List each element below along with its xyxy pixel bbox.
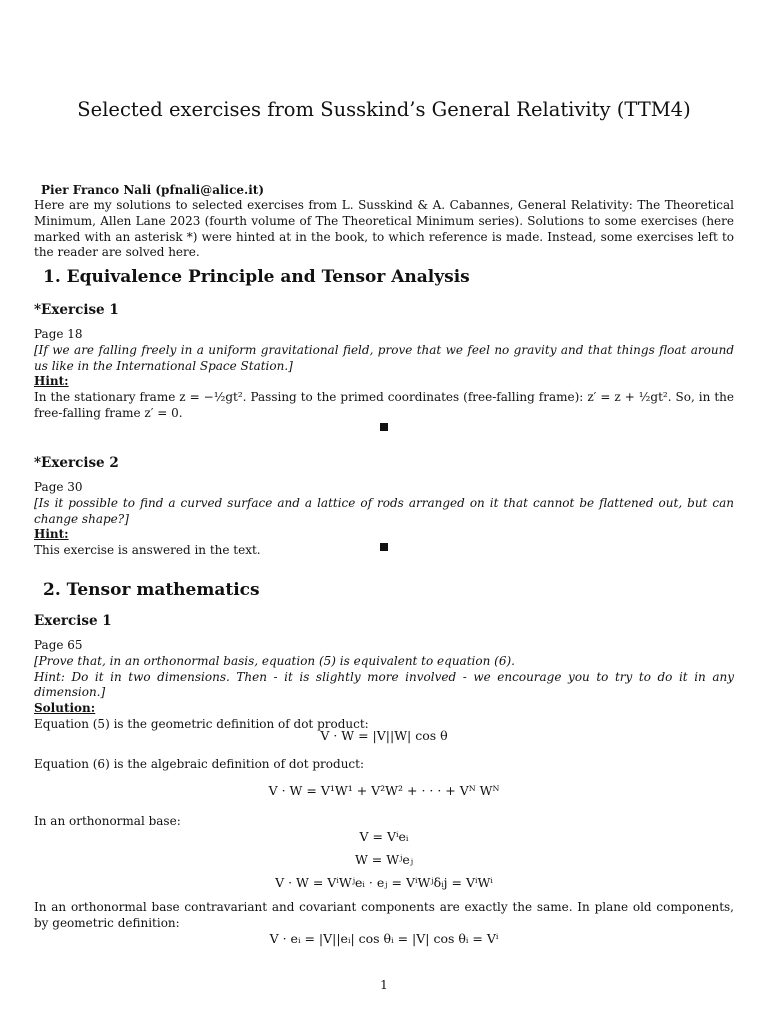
qed-square-icon <box>34 542 734 552</box>
exercise-problem: [If we are falling freely in a uniform gravitational field, prove that we feel no gravity and that things float around us like in the International Space Station.] <box>34 342 734 373</box>
exercise-body-2-1 <box>34 638 734 733</box>
page-number: 1 <box>380 978 388 992</box>
hint-text: In the stationary frame z = −½gt². Passing to the primed coordinates (free-falling frame): z′ = z + ½gt². So, in the free-falling frame z′ = 0. <box>34 390 734 421</box>
section-heading-2: 2. Tensor mathematics <box>43 580 260 600</box>
solution-label: Solution: <box>34 701 96 716</box>
hint-text: This exercise is answered in the text. <box>34 543 261 558</box>
solution-text: In an orthonormal base: <box>34 814 181 828</box>
exercise-problem: [Prove that, in an orthonormal basis, equation (5) is equivalent to equation (6). <box>34 653 515 668</box>
document-title: Selected exercises from Susskind’s General Relativity (TTM4) <box>77 98 691 122</box>
intro-paragraph: Here are my solutions to selected exercises from L. Susskind & A. Cabannes, General Relativity: The Theoretical Minimum, Allen Lane 2023 (fourth volume of The Theoretical Minimum series). Solutions to some exercises (here marked with an asterisk *) were hinted at in the book, to which reference is made. Instead, some exercises left to the reader are solved here. <box>34 198 734 260</box>
exercise-page-ref: Page 65 <box>34 638 83 652</box>
exercise-page-ref: Page 18 <box>34 327 83 341</box>
equation-dot-product-algebraic: V · W = V¹W¹ + V²W² + · · · + Vᴺ Wᴺ <box>268 783 500 798</box>
solution-text: Equation (6) is the algebraic definition of dot product: <box>34 757 365 771</box>
equation-vector-w: W = Wʲeⱼ <box>354 852 414 867</box>
section-heading-1: 1. Equivalence Principle and Tensor Analysis <box>43 267 470 287</box>
hint-label: Hint: <box>34 374 69 389</box>
equation-dot-product-geometric: V · W = |V||W| cos θ <box>320 728 448 743</box>
document-page <box>34 0 734 1024</box>
exercise-page-ref: Page 30 <box>34 480 83 494</box>
solution-text: In an orthonormal base contravariant and covariant components are exactly the same. In plane old components, by geometric definition: <box>34 900 734 930</box>
exercise-problem: [Is it possible to find a curved surface and a lattice of rods arranged on it that cannot be flattened out, but can change shape?] <box>34 495 734 526</box>
exercise-heading-2-1: Exercise 1 <box>34 613 112 629</box>
equation-dot-product-orthonormal: V · W = VⁱWʲeᵢ · eⱼ = VⁱWʲδᵢj = VⁱWⁱ <box>275 875 493 890</box>
hint-label: Hint: <box>34 527 69 542</box>
exercise-body-1-1 <box>34 327 734 422</box>
exercise-problem-hint: Hint: Do it in two dimensions. Then - it is slightly more involved - we encourage you to try to do it in any dimension.] <box>34 669 734 700</box>
equation-component: V · eᵢ = |V||eᵢ| cos θᵢ = |V| cos θᵢ = Vⁱ <box>269 931 499 946</box>
exercise-heading-1-1: *Exercise 1 <box>34 302 119 318</box>
exercise-heading-1-2: *Exercise 2 <box>34 455 119 471</box>
solution-text: Equation (5) is the geometric definition of dot product: <box>34 717 369 732</box>
author-line: Pier Franco Nali (pfnali@alice.it) <box>41 183 265 197</box>
equation-vector-v: V = Vⁱeᵢ <box>359 829 409 844</box>
qed-square-icon <box>34 422 734 432</box>
